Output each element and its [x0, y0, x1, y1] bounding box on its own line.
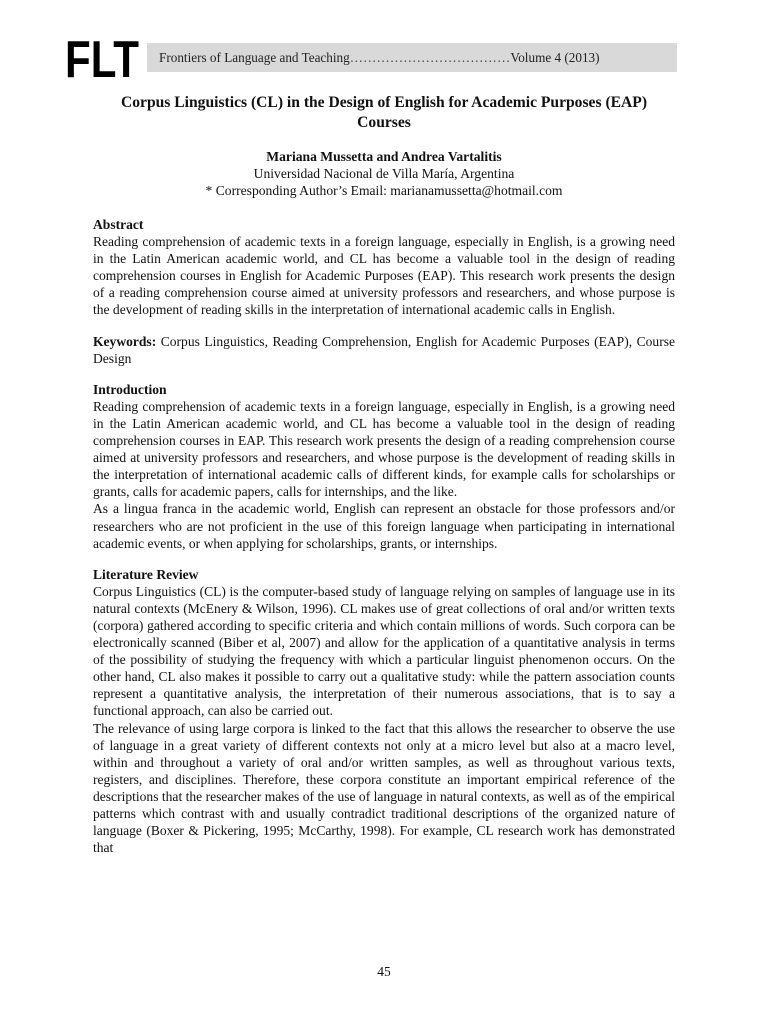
logo-text: FLT — [65, 31, 140, 89]
corresponding-email: * Corresponding Author’s Email: marianamussetta@hotmail.com — [205, 183, 563, 198]
literature-review-heading: Literature Review — [93, 566, 199, 582]
introduction-heading: Introduction — [93, 381, 167, 397]
header-leader-dots: ……………………………… — [349, 49, 511, 65]
page-number: 45 — [377, 964, 391, 979]
journal-logo — [64, 30, 140, 89]
paper-affiliation: Universidad Nacional de Villa María, Argentina — [253, 166, 515, 181]
keywords-text: Corpus Linguistics, Reading Comprehension, English for Academic Purposes (EAP), Course Design — [93, 333, 675, 366]
literature-review-paragraph-2: The relevance of using large corpora is linked to the fact that this allows the researcher to observe the use of language in a great variety of different contexts not only at a micro level but also at a macro level, within and throughout a variety of oral and/or written samples, as well as throughout various texts, registers, and disciplines. Therefore, these corpora constitute an important empirical reference of the descriptions that the researcher makes of the use of language in natural contexts, as well as of the empirical patterns which contrast with and usually contradict traditional descriptions of the organized nature of language (Boxer & Pickering, 1995; McCarthy, 1998). For example, CL research work has demonstrated that — [93, 720, 675, 856]
paper-title: Corpus Linguistics (CL) in the Design of English for Academic Purposes (EAP) Courses — [120, 94, 648, 131]
keywords-label: Keywords: — [93, 333, 157, 349]
running-header — [147, 43, 677, 72]
journal-volume: Volume 4 (2013) — [510, 49, 600, 65]
journal-name: Frontiers of Language and Teaching — [159, 49, 350, 65]
introduction-paragraph-1: Reading comprehension of academic texts in a foreign language, especially in English, is a growing need in the Latin American academic world, and CL has become a valuable tool in the design of reading comprehension courses in EAP. This research work presents the design of a reading comprehension course aimed at university professors and researchers, and whose purpose is the development of reading skills in the interpretation of international academic calls of different kinds, for example calls for scholarships or grants, calls for academic papers, calls for internships, and the like. — [93, 398, 675, 500]
abstract-heading: Abstract — [93, 217, 144, 232]
introduction-paragraph-2: As a lingua franca in the academic world, English can represent an obstacle for those professors and/or researchers who are not proficient in the use of this foreign language when participating in international academic events, or when applying for scholarships, grants, or internships. — [93, 501, 675, 551]
author-block — [93, 148, 675, 199]
literature-review-paragraph-1: Corpus Linguistics (CL) is the computer-based study of language relying on samples of language use in its natural contexts (McEnery & Wilson, 1996). CL makes use of great collections of oral and/or written texts (corpora) gathered according to specific criteria and which contain millions of words. Such corpora can be electronically scanned (Biber et al, 2007) and allow for the application of a quantitative analysis in terms of the possibility of studying the frequency with which a particular linguist phenomenon occurs. On the other hand, CL also makes it possible to carry out a qualitative study: while the pattern association counts represent a quantitative analysis, the interpretation of their numerous associations, that is to say a functional approach, can also be carried out. — [93, 583, 675, 719]
keywords-paragraph — [93, 333, 675, 367]
paper-authors: Mariana Mussetta and Andrea Vartalitis — [266, 149, 502, 164]
abstract-text: Reading comprehension of academic texts in a foreign language, especially in English, is a growing need in the Latin American academic world, and CL has become a valuable tool in the design of reading comprehension courses in English for Academic Purposes (EAP). This research work presents the design of a reading comprehension course aimed at university professors and researchers, and whose purpose is the development of reading skills in the interpretation of international academic calls in English. — [93, 234, 675, 318]
paper-body — [93, 216, 675, 856]
